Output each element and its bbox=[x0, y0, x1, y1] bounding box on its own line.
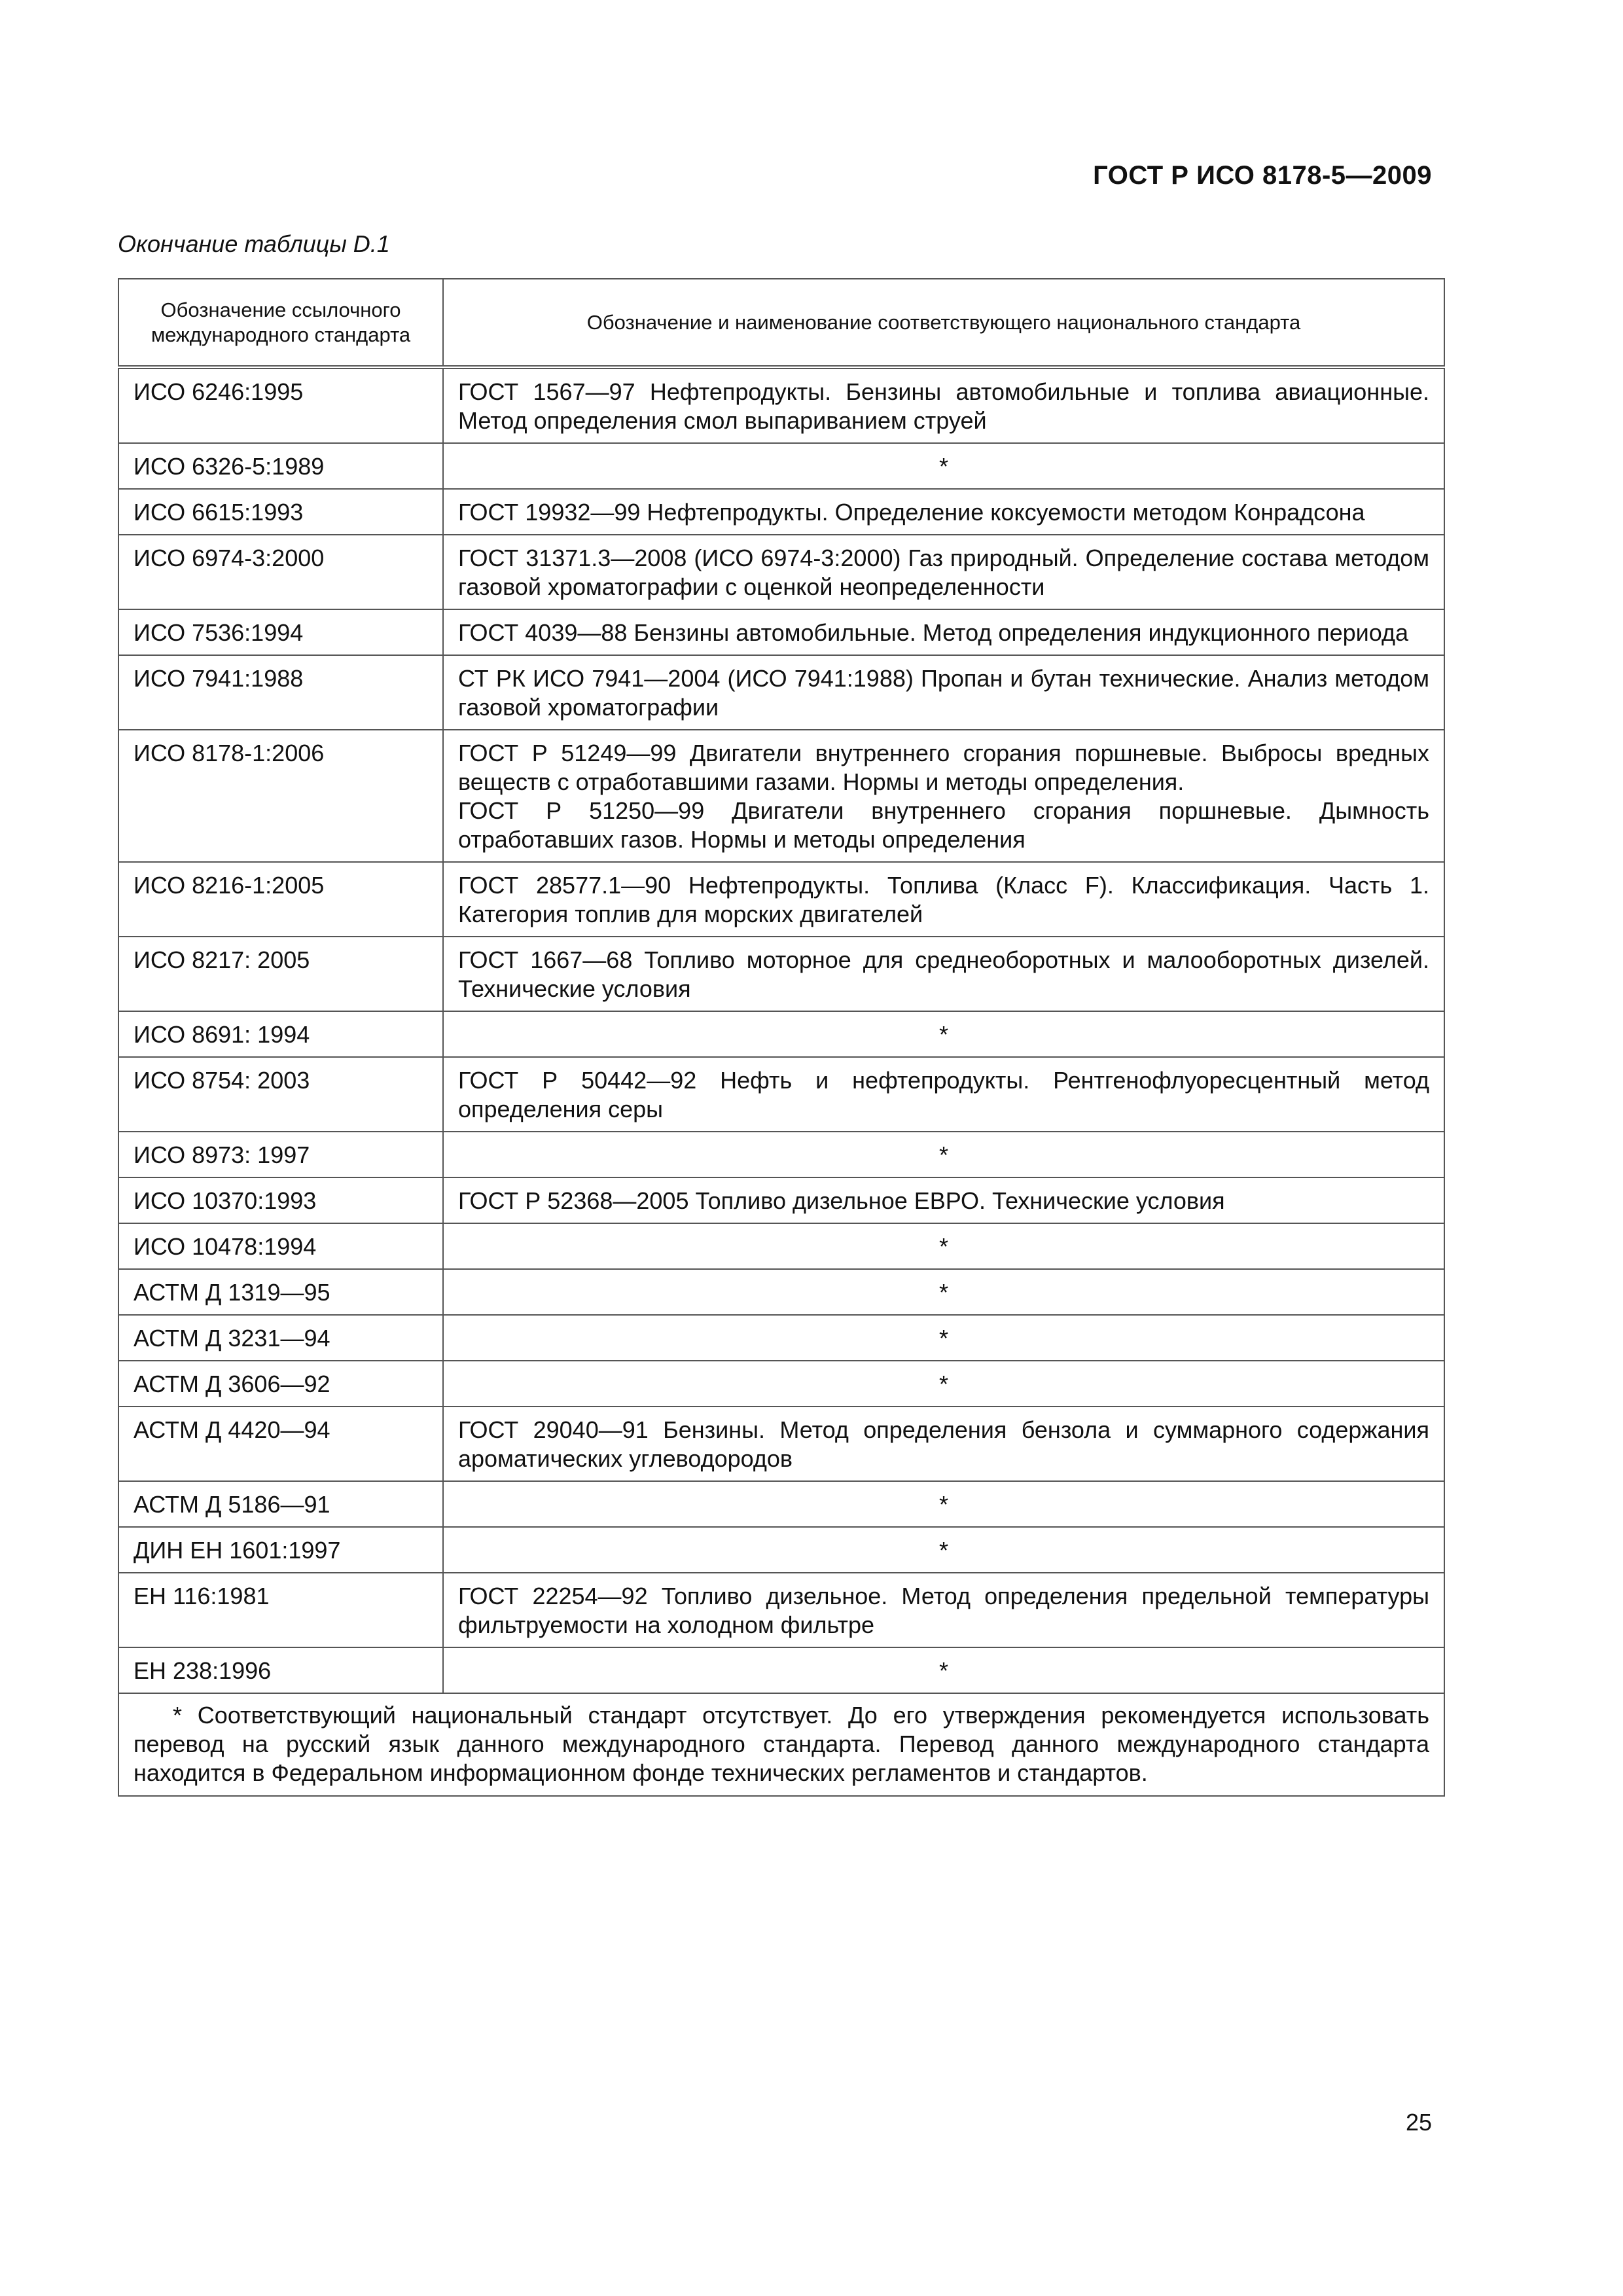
international-standard-cell: ИСО 10478:1994 bbox=[118, 1223, 443, 1269]
document-designation: ГОСТ Р ИСО 8178-5—2009 bbox=[1093, 161, 1432, 190]
international-standard-cell: АСТМ Д 5186—91 bbox=[118, 1481, 443, 1527]
national-standard-entry: * bbox=[938, 1491, 948, 1518]
column-header-international: Обозначение ссылочного международного стандарта bbox=[118, 279, 443, 367]
national-standard-cell bbox=[443, 489, 1444, 535]
international-standard-cell: ИСО 8178-1:2006 bbox=[118, 730, 443, 862]
national-standard-entry: ГОСТ 1567—97 Нефтепродукты. Бензины автомобильные и топлива авиационные. Метод определения смол выпариванием струей bbox=[458, 378, 1429, 434]
national-standard-entry: ГОСТ 1667—68 Топливо моторное для среднеоборотных и малооборотных дизелей. Технические условия bbox=[458, 946, 1429, 1002]
table-body bbox=[118, 367, 1444, 1693]
national-standard-cell bbox=[443, 443, 1444, 489]
national-standard-entry: * bbox=[938, 453, 948, 480]
national-standard-cell bbox=[443, 937, 1444, 1011]
national-standard-cell bbox=[443, 1132, 1444, 1177]
international-standard-cell: ИСО 8754: 2003 bbox=[118, 1057, 443, 1132]
national-standard-entry: * bbox=[938, 1233, 948, 1260]
national-standard-cell bbox=[443, 1315, 1444, 1361]
international-standard-cell: ЕН 116:1981 bbox=[118, 1573, 443, 1647]
table-row bbox=[118, 1057, 1444, 1132]
national-standard-cell bbox=[443, 1407, 1444, 1481]
national-standard-entry: * bbox=[938, 1021, 948, 1048]
table-caption: Окончание таблицы D.1 bbox=[118, 230, 390, 257]
international-standard-cell: ИСО 7536:1994 bbox=[118, 609, 443, 655]
national-standard-cell bbox=[443, 1361, 1444, 1407]
table-row bbox=[118, 1573, 1444, 1647]
national-standard-entry: ГОСТ Р 51250—99 Двигатели внутреннего сгорания поршневые. Дымность отработавших газов. Нормы и методы определения bbox=[458, 797, 1429, 853]
national-standard-cell bbox=[443, 1269, 1444, 1315]
table-row bbox=[118, 1269, 1444, 1315]
national-standard-cell bbox=[443, 367, 1444, 443]
table-row bbox=[118, 489, 1444, 535]
national-standard-cell bbox=[443, 1223, 1444, 1269]
international-standard-cell: АСТМ Д 1319—95 bbox=[118, 1269, 443, 1315]
national-standard-entry: * bbox=[938, 1537, 948, 1564]
international-standard-cell: ИСО 10370:1993 bbox=[118, 1177, 443, 1223]
national-standard-cell bbox=[443, 535, 1444, 609]
page-number: 25 bbox=[1405, 2109, 1432, 2136]
national-standard-entry: * bbox=[938, 1279, 948, 1306]
table-row bbox=[118, 367, 1444, 443]
footnote-row bbox=[118, 1693, 1444, 1796]
international-standard-cell: АСТМ Д 3231—94 bbox=[118, 1315, 443, 1361]
national-standard-entry: * bbox=[938, 1325, 948, 1352]
national-standard-entry: СТ РК ИСО 7941—2004 (ИСО 7941:1988) Пропан и бутан технические. Анализ методом газовой хроматографии bbox=[458, 665, 1429, 721]
national-standard-entry: ГОСТ 22254—92 Топливо дизельное. Метод определения предельной температуры фильтруемости на холодном фильтре bbox=[458, 1583, 1429, 1638]
national-standard-entry: ГОСТ Р 51249—99 Двигатели внутреннего сгорания поршневые. Выбросы вредных веществ с отработавшими газами. Нормы и методы определения. bbox=[458, 740, 1429, 795]
table-row bbox=[118, 1361, 1444, 1407]
table-row bbox=[118, 1011, 1444, 1057]
table-row bbox=[118, 937, 1444, 1011]
national-standard-entry: * bbox=[938, 1371, 948, 1397]
international-standard-cell: ИСО 8216-1:2005 bbox=[118, 862, 443, 937]
table-row bbox=[118, 443, 1444, 489]
national-standard-cell bbox=[443, 1481, 1444, 1527]
international-standard-cell: ИСО 6326-5:1989 bbox=[118, 443, 443, 489]
international-standard-cell: ДИН ЕН 1601:1997 bbox=[118, 1527, 443, 1573]
national-standard-entry: * bbox=[938, 1141, 948, 1168]
table-row bbox=[118, 1481, 1444, 1527]
national-standard-cell bbox=[443, 862, 1444, 937]
table-footer bbox=[118, 1693, 1444, 1796]
table-row bbox=[118, 655, 1444, 730]
table-footnote: * Соответствующий национальный стандарт отсутствует. До его утверждения рекомендуется использовать перевод на русский язык данного международного стандарта. Перевод данного международного стандарта находится в Федеральном информационном фонде технических регламентов и стандартов. bbox=[118, 1693, 1444, 1796]
national-standard-entry: ГОСТ 29040—91 Бензины. Метод определения бензола и суммарного содержания ароматических углеводородов bbox=[458, 1416, 1429, 1472]
international-standard-cell: ИСО 8217: 2005 bbox=[118, 937, 443, 1011]
national-standard-cell bbox=[443, 1573, 1444, 1647]
international-standard-cell: ИСО 6974-3:2000 bbox=[118, 535, 443, 609]
national-standard-cell bbox=[443, 655, 1444, 730]
national-standard-cell bbox=[443, 1011, 1444, 1057]
reference-standards-table bbox=[118, 278, 1445, 1797]
table-row bbox=[118, 1223, 1444, 1269]
national-standard-cell bbox=[443, 1527, 1444, 1573]
table-row bbox=[118, 1527, 1444, 1573]
national-standard-entry: ГОСТ 4039—88 Бензины автомобильные. Метод определения индукционного периода bbox=[458, 619, 1409, 646]
national-standard-cell bbox=[443, 1647, 1444, 1693]
national-standard-cell bbox=[443, 1057, 1444, 1132]
table-row bbox=[118, 609, 1444, 655]
table-row bbox=[118, 1132, 1444, 1177]
national-standard-entry: ГОСТ 28577.1—90 Нефтепродукты. Топлива (Класс F). Классификация. Часть 1. Категория топлив для морских двигателей bbox=[458, 872, 1429, 927]
international-standard-cell: ИСО 6246:1995 bbox=[118, 367, 443, 443]
table-row bbox=[118, 730, 1444, 862]
table-row bbox=[118, 535, 1444, 609]
table-row bbox=[118, 1315, 1444, 1361]
international-standard-cell: ИСО 8973: 1997 bbox=[118, 1132, 443, 1177]
international-standard-cell: АСТМ Д 3606—92 bbox=[118, 1361, 443, 1407]
national-standard-entry: ГОСТ 19932—99 Нефтепродукты. Определение коксуемости методом Конрадсона bbox=[458, 499, 1365, 526]
table-row bbox=[118, 1177, 1444, 1223]
table-header-row bbox=[118, 279, 1444, 367]
column-header-national: Обозначение и наименование соответствующего национального стандарта bbox=[443, 279, 1444, 367]
national-standard-entry: ГОСТ Р 52368—2005 Топливо дизельное ЕВРО. Технические условия bbox=[458, 1187, 1225, 1214]
table-row bbox=[118, 1407, 1444, 1481]
national-standard-cell bbox=[443, 1177, 1444, 1223]
national-standard-cell bbox=[443, 609, 1444, 655]
international-standard-cell: ИСО 6615:1993 bbox=[118, 489, 443, 535]
international-standard-cell: АСТМ Д 4420—94 bbox=[118, 1407, 443, 1481]
national-standard-entry: ГОСТ 31371.3—2008 (ИСО 6974-3:2000) Газ природный. Определение состава методом газовой хроматографии с оценкой неопределенности bbox=[458, 545, 1429, 600]
table-row bbox=[118, 862, 1444, 937]
table-header bbox=[118, 279, 1444, 367]
international-standard-cell: ИСО 7941:1988 bbox=[118, 655, 443, 730]
international-standard-cell: ЕН 238:1996 bbox=[118, 1647, 443, 1693]
national-standard-entry: ГОСТ Р 50442—92 Нефть и нефтепродукты. Рентгенофлуоресцентный метод определения серы bbox=[458, 1067, 1429, 1122]
national-standard-cell bbox=[443, 730, 1444, 862]
international-standard-cell: ИСО 8691: 1994 bbox=[118, 1011, 443, 1057]
national-standard-entry: * bbox=[938, 1657, 948, 1684]
table-row bbox=[118, 1647, 1444, 1693]
